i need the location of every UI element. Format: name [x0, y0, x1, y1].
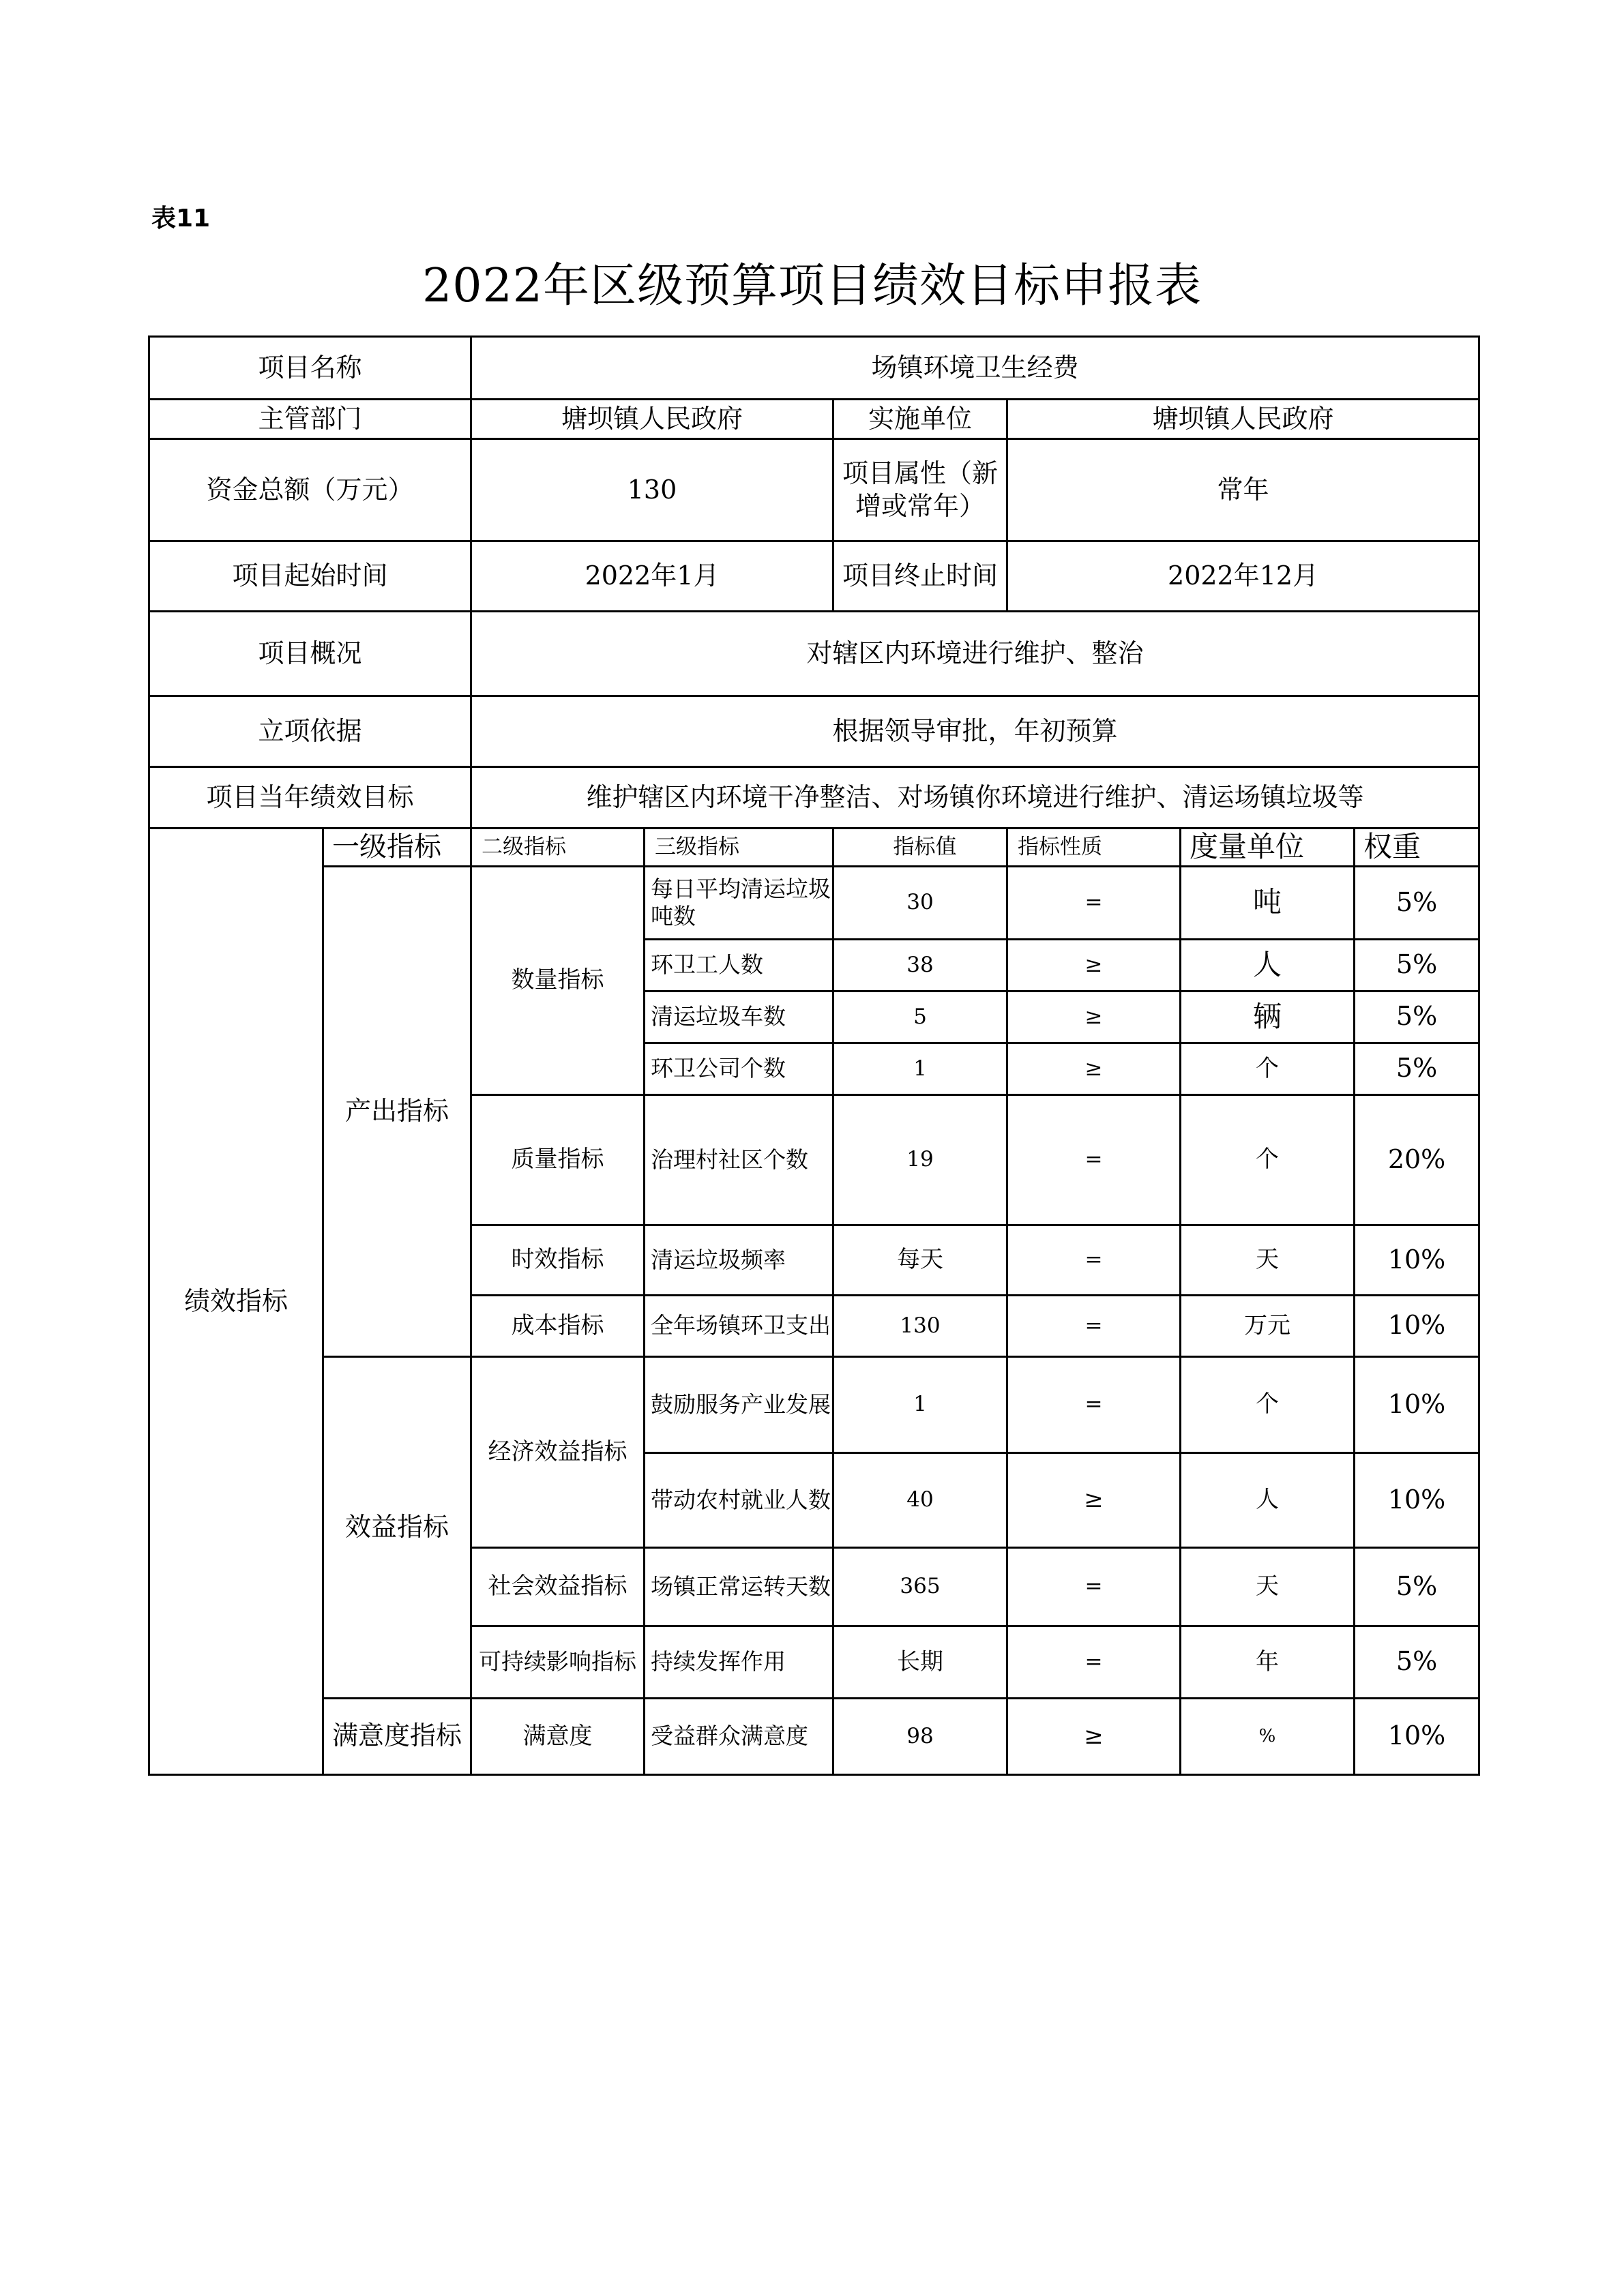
sub-timeliness: 时效指标 [471, 1225, 645, 1295]
row-nature: = [1007, 866, 1181, 939]
overview-label: 项目概况 [149, 612, 471, 696]
sub-economic: 经济效益指标 [471, 1356, 645, 1547]
goal-label: 项目当年绩效目标 [149, 767, 471, 829]
row-weight: 5% [1355, 991, 1479, 1043]
row-weight: 10% [1355, 1225, 1479, 1295]
attr-label: 项目属性（新增或常年） [833, 439, 1007, 541]
basis-value: 根据领导审批，年初预算 [471, 696, 1479, 767]
row-nature: = [1007, 1225, 1181, 1295]
row-unit: % [1181, 1698, 1355, 1774]
row-value: 5 [833, 991, 1007, 1043]
header-weight: 权重 [1355, 829, 1479, 867]
project-name-row [149, 337, 1479, 400]
row-weight: 10% [1355, 1295, 1479, 1356]
row-unit: 天 [1181, 1547, 1355, 1626]
row-weight: 5% [1355, 1043, 1479, 1094]
fund-value: 130 [471, 439, 833, 541]
row-nature: = [1007, 1094, 1181, 1225]
start-label: 项目起始时间 [149, 541, 471, 612]
attr-value: 常年 [1007, 439, 1479, 541]
end-label: 项目终止时间 [833, 541, 1007, 612]
row-weight: 5% [1355, 1626, 1479, 1698]
row-value: 1 [833, 1356, 1007, 1452]
row-value: 长期 [833, 1626, 1007, 1698]
group-satisfaction: 满意度指标 [323, 1698, 471, 1774]
table-number-label: 表11 [151, 205, 211, 233]
goal-value: 维护辖区内环境干净整洁、对场镇你环境进行维护、清运场镇垃圾等 [471, 767, 1479, 829]
indicator-header-row [149, 829, 1479, 867]
row-weight: 10% [1355, 1452, 1479, 1547]
sub-quality: 质量指标 [471, 1094, 645, 1225]
row-unit: 个 [1181, 1043, 1355, 1094]
row-weight: 20% [1355, 1094, 1479, 1225]
sub-cost: 成本指标 [471, 1295, 645, 1356]
row-nature: = [1007, 1626, 1181, 1698]
group-benefit: 效益指标 [323, 1356, 471, 1698]
row-value: 365 [833, 1547, 1007, 1626]
row-unit: 人 [1181, 939, 1355, 991]
row-l3: 每日平均清运垃圾吨数 [645, 866, 833, 939]
header-l2: 二级指标 [471, 829, 645, 867]
row-nature: = [1007, 1356, 1181, 1452]
department-row [149, 400, 1479, 439]
row-l3: 全年场镇环卫支出 [645, 1295, 833, 1356]
row-nature: ≥ [1007, 939, 1181, 991]
row-unit: 万元 [1181, 1295, 1355, 1356]
row-value: 每天 [833, 1225, 1007, 1295]
page-title: 2022年区级预算项目绩效目标申报表 [422, 259, 1202, 313]
impl-label: 实施单位 [833, 400, 1007, 439]
basis-row [149, 696, 1479, 767]
row-l3: 环卫工人数 [645, 939, 833, 991]
period-row [149, 541, 1479, 612]
row-nature: = [1007, 1547, 1181, 1626]
sub-satisfy: 满意度 [471, 1698, 645, 1774]
perf-section-label: 绩效指标 [149, 829, 323, 1775]
row-nature: ≥ [1007, 1698, 1181, 1774]
header-unit: 度量单位 [1181, 829, 1355, 867]
overview-row [149, 612, 1479, 696]
row-l3: 清运垃圾车数 [645, 991, 833, 1043]
overview-value: 对辖区内环境进行维护、整治 [471, 612, 1479, 696]
row-value: 38 [833, 939, 1007, 991]
start-value: 2022年1月 [471, 541, 833, 612]
row-weight: 10% [1355, 1698, 1479, 1774]
row-nature: ≥ [1007, 1043, 1181, 1094]
row-value: 1 [833, 1043, 1007, 1094]
header-value: 指标值 [833, 829, 1007, 867]
dept-value: 塘坝镇人民政府 [471, 400, 833, 439]
sub-quantity: 数量指标 [471, 866, 645, 1094]
row-unit: 年 [1181, 1626, 1355, 1698]
row-nature: ≥ [1007, 991, 1181, 1043]
project-name-label: 项目名称 [149, 337, 471, 400]
table-row [149, 866, 1479, 939]
row-nature: ≥ [1007, 1452, 1181, 1547]
row-l3: 治理村社区个数 [645, 1094, 833, 1225]
group-output: 产出指标 [323, 866, 471, 1356]
impl-value: 塘坝镇人民政府 [1007, 400, 1479, 439]
sub-social: 社会效益指标 [471, 1547, 645, 1626]
header-l1: 一级指标 [323, 829, 471, 867]
row-l3: 持续发挥作用 [645, 1626, 833, 1698]
row-value: 98 [833, 1698, 1007, 1774]
row-unit: 天 [1181, 1225, 1355, 1295]
dept-label: 主管部门 [149, 400, 471, 439]
row-value: 40 [833, 1452, 1007, 1547]
sub-sustain: 可持续影响指标 [471, 1626, 645, 1698]
row-weight: 5% [1355, 866, 1479, 939]
row-unit: 个 [1181, 1356, 1355, 1452]
row-unit: 个 [1181, 1094, 1355, 1225]
row-unit: 人 [1181, 1452, 1355, 1547]
row-unit: 辆 [1181, 991, 1355, 1043]
end-value: 2022年12月 [1007, 541, 1479, 612]
row-l3: 环卫公司个数 [645, 1043, 833, 1094]
goal-row [149, 767, 1479, 829]
row-weight: 5% [1355, 1547, 1479, 1626]
project-name-value: 场镇环境卫生经费 [471, 337, 1479, 400]
header-nature: 指标性质 [1007, 829, 1181, 867]
row-l3: 受益群众满意度 [645, 1698, 833, 1774]
row-value: 30 [833, 866, 1007, 939]
row-value: 130 [833, 1295, 1007, 1356]
header-l3: 三级指标 [645, 829, 833, 867]
table-row [149, 1356, 1479, 1452]
performance-target-form [148, 336, 1480, 1776]
basis-label: 立项依据 [149, 696, 471, 767]
row-l3: 鼓励服务产业发展 [645, 1356, 833, 1452]
row-l3: 场镇正常运转天数 [645, 1547, 833, 1626]
fund-label: 资金总额（万元） [149, 439, 471, 541]
row-l3: 带动农村就业人数 [645, 1452, 833, 1547]
fund-row [149, 439, 1479, 541]
row-unit: 吨 [1181, 866, 1355, 939]
row-weight: 10% [1355, 1356, 1479, 1452]
row-weight: 5% [1355, 939, 1479, 991]
table-row [149, 1698, 1479, 1774]
row-l3: 清运垃圾频率 [645, 1225, 833, 1295]
row-nature: = [1007, 1295, 1181, 1356]
row-value: 19 [833, 1094, 1007, 1225]
